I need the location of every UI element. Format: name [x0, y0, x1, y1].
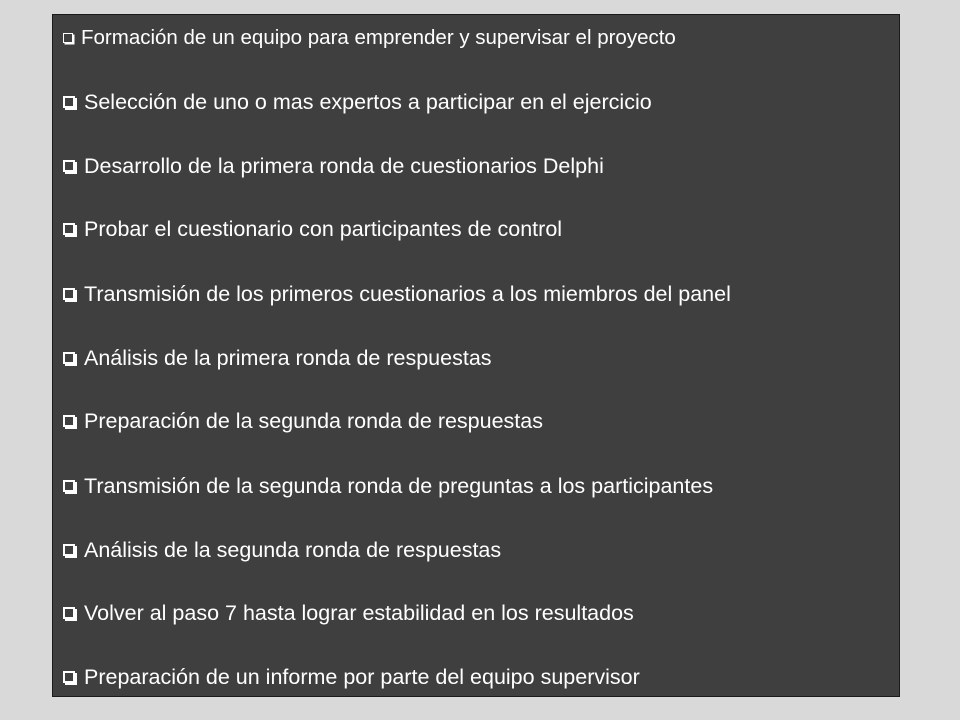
list-item	[63, 23, 676, 53]
list-item	[63, 535, 501, 565]
step-text: Formación de un equipo para emprender y supervisar el proyecto	[81, 26, 676, 49]
checkbox-icon	[63, 96, 75, 108]
content-panel	[52, 14, 900, 697]
list-item	[63, 598, 634, 628]
step-text: Transmisión de la segunda ronda de preguntas a los participantes	[84, 473, 714, 498]
checkbox-icon	[63, 160, 75, 172]
step-text: Volver al paso 7 hasta lograr estabilidad en los resultados	[84, 600, 634, 625]
checkbox-icon	[63, 33, 73, 43]
list-item	[63, 471, 713, 501]
step-text: Transmisión de los primeros cuestionarios a los miembros del panel	[84, 281, 731, 306]
step-text: Selección de uno o mas expertos a participar en el ejercicio	[84, 89, 652, 114]
checkbox-icon	[63, 671, 75, 683]
step-text: Análisis de la primera ronda de respuestas	[84, 345, 492, 370]
step-text: Análisis de la segunda ronda de respuestas	[84, 537, 502, 562]
list-item	[63, 151, 604, 181]
list-item	[63, 662, 640, 692]
list-item	[63, 87, 652, 117]
list-item	[63, 214, 562, 244]
checkbox-icon	[63, 223, 75, 235]
list-item	[63, 406, 543, 436]
checkbox-icon	[63, 288, 75, 300]
step-text: Probar el cuestionario con participantes de control	[84, 216, 563, 241]
step-text: Preparación de la segunda ronda de respuestas	[84, 408, 543, 433]
list-item	[63, 279, 731, 309]
list-item	[63, 343, 492, 373]
step-text: Preparación de un informe por parte del equipo supervisor	[84, 664, 640, 689]
checkbox-icon	[63, 352, 75, 364]
step-text: Desarrollo de la primera ronda de cuestionarios Delphi	[84, 153, 604, 178]
checkbox-icon	[63, 607, 75, 619]
checkbox-icon	[63, 480, 75, 492]
checkbox-icon	[63, 544, 75, 556]
checkbox-icon	[63, 415, 75, 427]
